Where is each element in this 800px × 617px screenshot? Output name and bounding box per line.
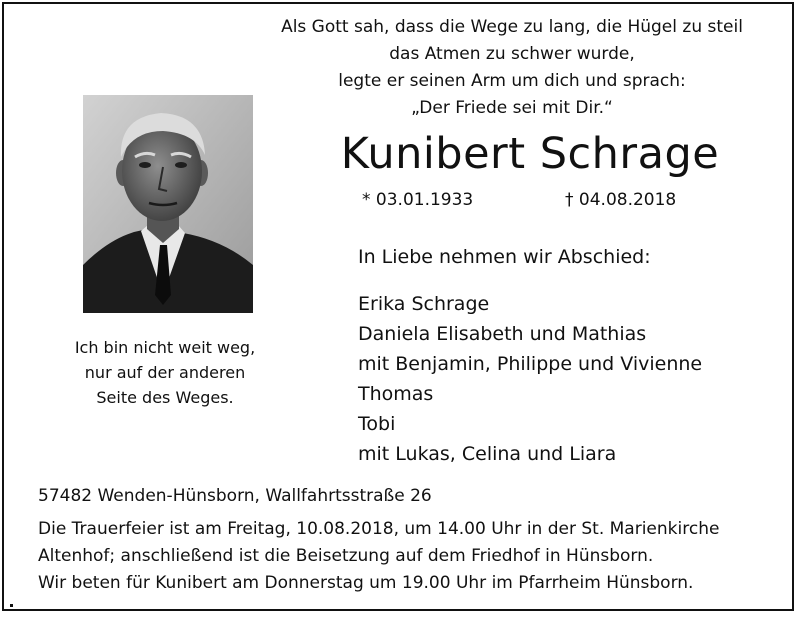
deceased-name: Kunibert Schrage xyxy=(340,129,720,179)
family-member: mit Benjamin, Philippe und Vivienne xyxy=(358,353,703,375)
quote-line: Seite des Weges. xyxy=(96,388,234,407)
family-member: Daniela Elisabeth und Mathias xyxy=(358,323,647,345)
corner-mark xyxy=(10,604,13,607)
portrait-quote xyxy=(40,335,290,410)
quote-line: Ich bin nicht weit weg, xyxy=(74,338,256,357)
verse-line: das Atmen zu schwer wurde, xyxy=(389,44,635,64)
quote-line: nur auf der anderen xyxy=(84,363,246,382)
address: 57482 Wenden-Hünsborn, Wallfahrtsstraße 26 xyxy=(38,486,432,506)
family-member: Tobi xyxy=(358,413,396,435)
verse-line: „Der Friede sei mit Dir.“ xyxy=(411,98,613,118)
family-member: mit Lukas, Celina und Liara xyxy=(358,443,617,465)
family-list xyxy=(358,289,702,469)
family-member: Erika Schrage xyxy=(358,293,490,315)
farewell-heading: In Liebe nehmen wir Abschied: xyxy=(358,246,651,268)
death-date: † 04.08.2018 xyxy=(565,190,677,210)
notice-line: Wir beten für Kunibert am Donnerstag um 19.00 Uhr im Pfarrheim Hünsborn. xyxy=(38,573,694,593)
notice-line: Altenhof; anschließend ist die Beisetzung auf dem Friedhof in Hünsborn. xyxy=(38,546,654,566)
birth-date: * 03.01.1933 xyxy=(362,190,474,210)
verse xyxy=(262,14,762,122)
verse-line: Als Gott sah, dass die Wege zu lang, die Hügel zu steil xyxy=(281,17,743,37)
verse-line: legte er seinen Arm um dich und sprach: xyxy=(338,71,686,91)
funeral-notice xyxy=(38,516,719,597)
portrait-photo xyxy=(83,95,253,313)
notice-line: Die Trauerfeier ist am Freitag, 10.08.2018, um 14.00 Uhr in der St. Marienkirche xyxy=(38,519,720,539)
family-member: Thomas xyxy=(358,383,434,405)
